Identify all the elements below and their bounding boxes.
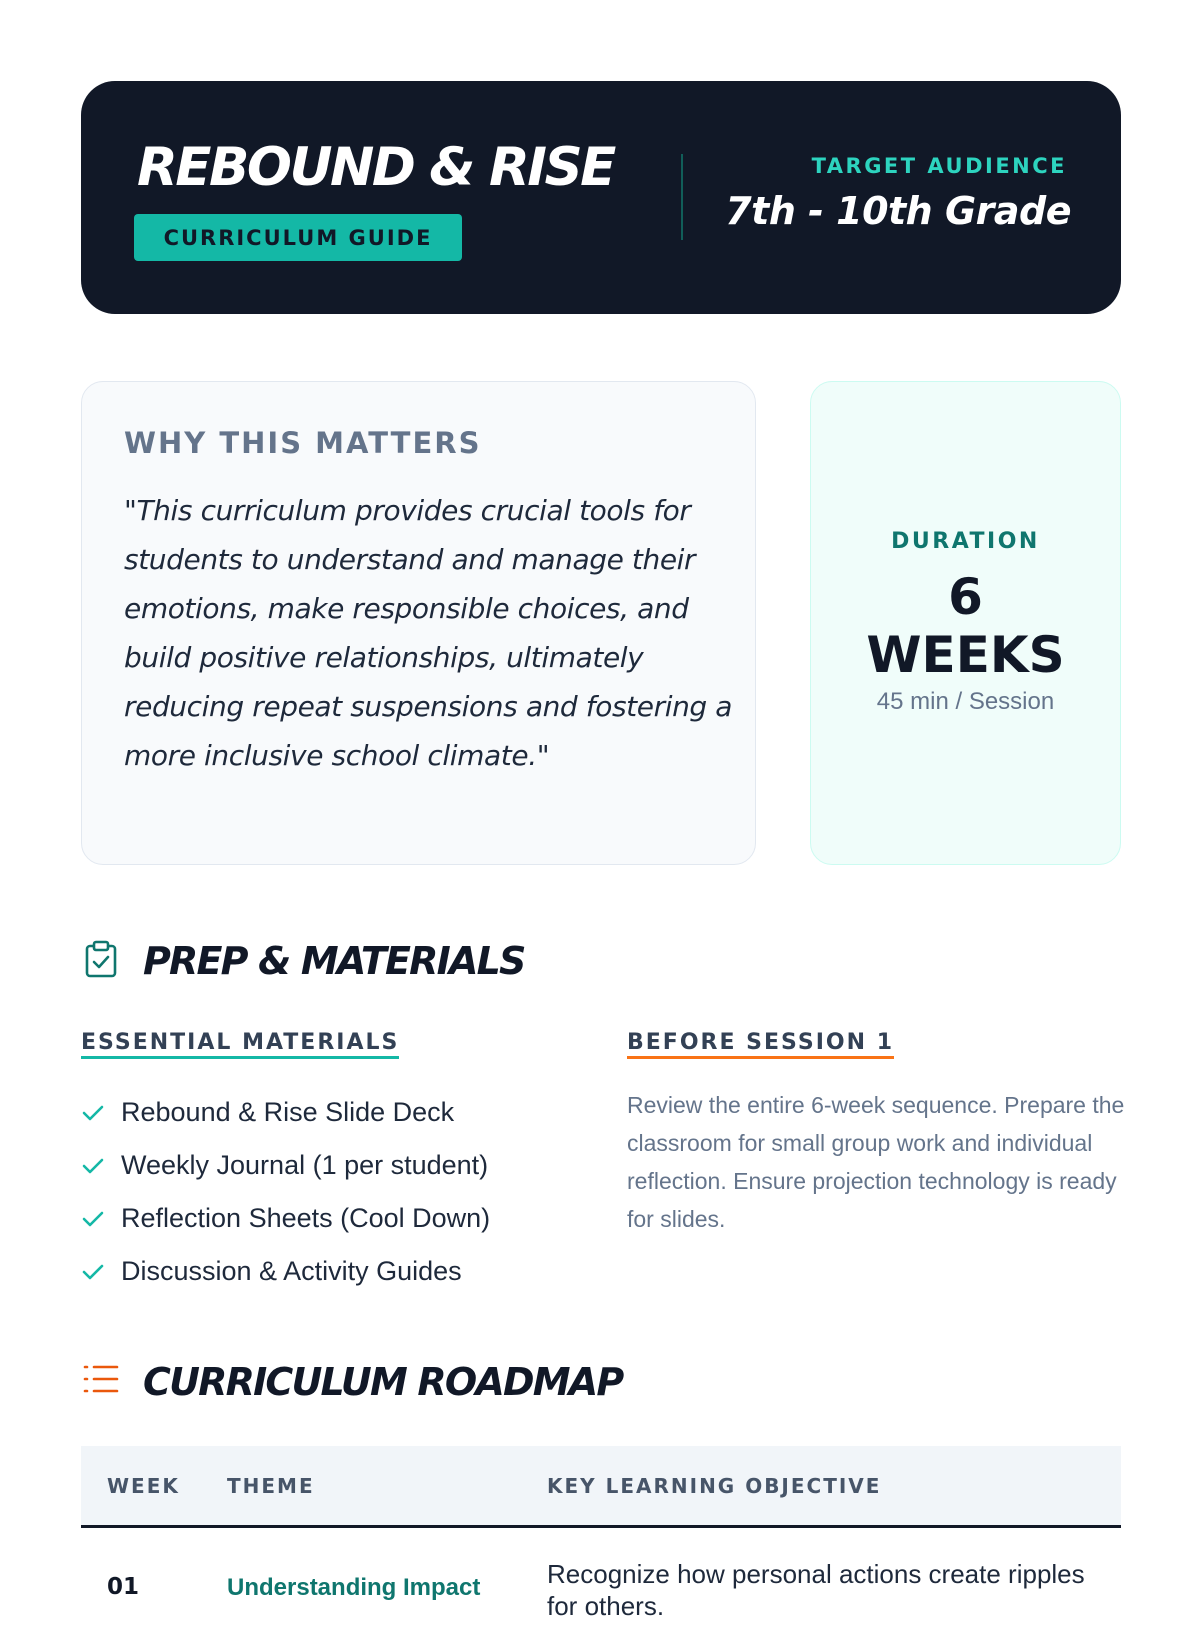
duration-label: DURATION <box>891 529 1040 554</box>
duration-number: 6 <box>948 568 983 626</box>
page-title: REBOUND & RISE <box>137 137 614 198</box>
session-length: 45 min / Session <box>876 688 1055 715</box>
column-header-theme: THEME <box>227 1473 315 1498</box>
table-row <box>81 1528 1121 1648</box>
week-objective: Recognize how personal actions create ripples for others. <box>547 1559 1085 1621</box>
duration-unit: WEEKS <box>866 626 1065 684</box>
clipboard-check-icon <box>84 940 118 983</box>
list-item <box>81 1086 490 1139</box>
checkmark-icon <box>81 1154 121 1178</box>
column-header-week: WEEK <box>107 1473 180 1498</box>
material-label: Rebound & Rise Slide Deck <box>121 1097 455 1127</box>
column-header-objective: KEY LEARNING OBJECTIVE <box>547 1473 882 1498</box>
prep-materials-title: PREP & MATERIALS <box>143 939 525 983</box>
week-number: 01 <box>107 1574 140 1600</box>
header-banner <box>81 81 1121 314</box>
table-header <box>81 1446 1121 1528</box>
list-item <box>81 1192 490 1245</box>
header-divider <box>681 154 683 240</box>
roadmap-title: CURRICULUM ROADMAP <box>143 1360 623 1404</box>
material-label: Reflection Sheets (Cool Down) <box>121 1203 491 1233</box>
material-label: Weekly Journal (1 per student) <box>121 1150 489 1180</box>
list-item <box>81 1245 490 1298</box>
list-icon <box>82 1363 120 1400</box>
checkmark-icon <box>81 1260 121 1284</box>
list-item <box>81 1139 490 1192</box>
before-session-text: Review the entire 6-week sequence. Prepare the classroom for small group work and individual reflection. Ensure projection technology is ready for slides. <box>627 1092 1125 1232</box>
week-theme: Understanding Impact <box>227 1574 481 1601</box>
materials-list <box>81 1086 490 1298</box>
essential-materials-heading: ESSENTIAL MATERIALS <box>81 1030 399 1059</box>
curriculum-guide-badge: CURRICULUM GUIDE <box>134 214 462 261</box>
material-label: Discussion & Activity Guides <box>121 1256 462 1286</box>
checkmark-icon <box>81 1207 121 1231</box>
target-audience-value: 7th - 10th Grade <box>725 189 1071 233</box>
duration-card <box>810 381 1121 865</box>
why-this-matters-card <box>81 381 756 865</box>
checkmark-icon <box>81 1101 121 1125</box>
why-quote: "This curriculum provides crucial tools for students to understand and manage their emotions, make responsible choices, and build positive relationships, ultimately reducing repeat suspensions and fostering a more inclusive school climate." <box>124 494 733 772</box>
why-title: WHY THIS MATTERS <box>124 426 482 460</box>
roadmap-table <box>81 1446 1121 1648</box>
target-audience-label: TARGET AUDIENCE <box>811 154 1067 178</box>
before-session-heading: BEFORE SESSION 1 <box>627 1030 894 1059</box>
